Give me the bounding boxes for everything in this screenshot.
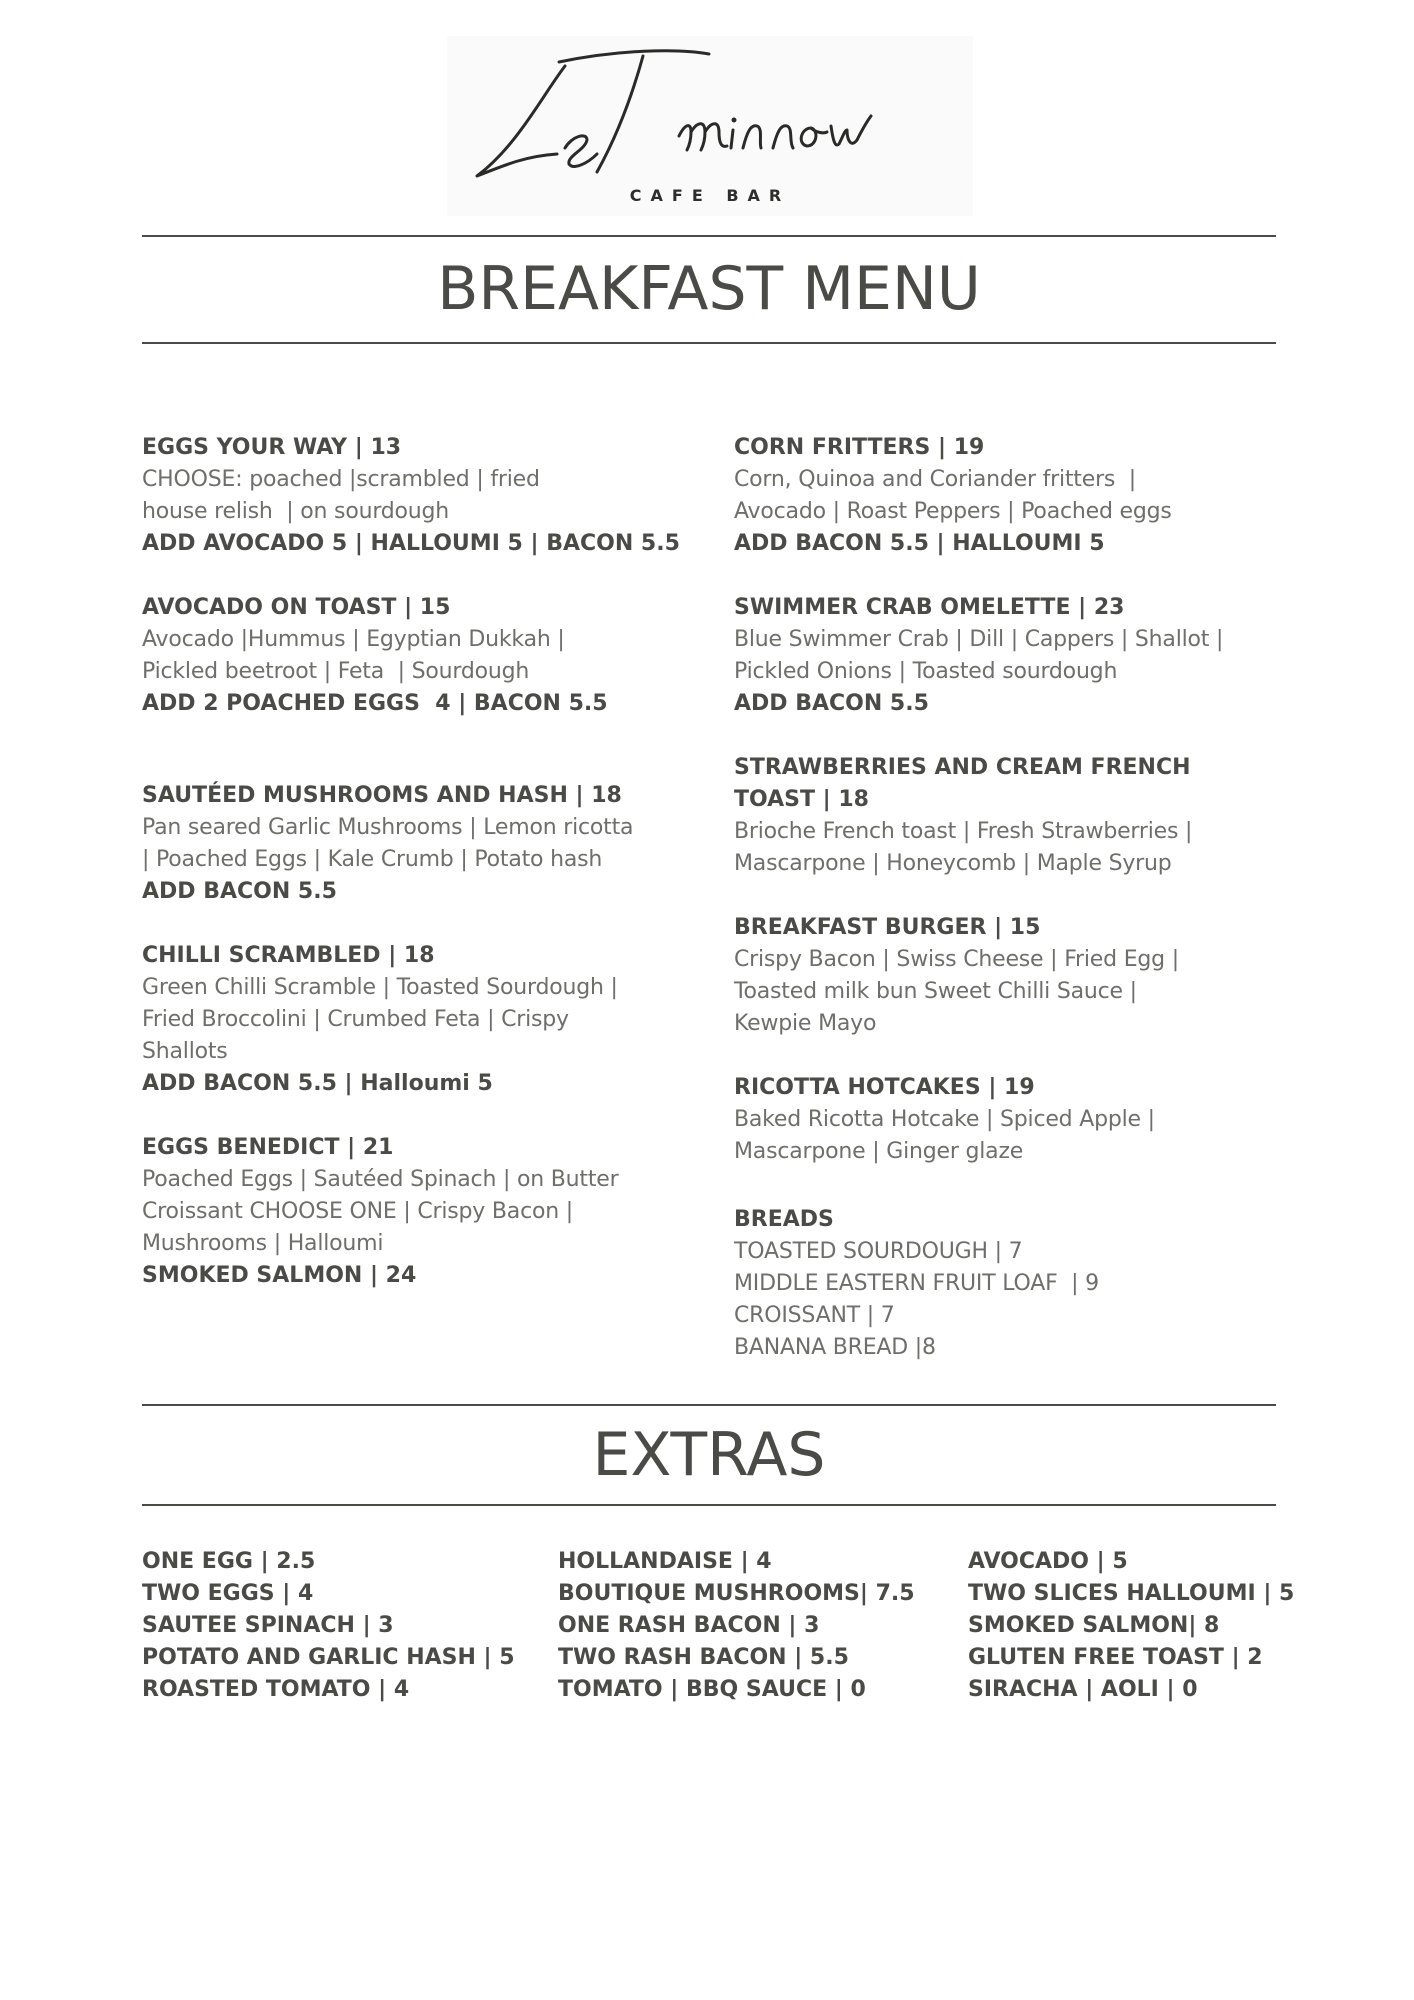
menu-right-column (734, 432, 1304, 1364)
breakfast-heading: BREAKFAST MENU (437, 254, 981, 324)
item-description-line: Baked Ricotta Hotcake | Spiced Apple | (734, 1107, 1155, 1132)
extras-item: HOLLANDAISE | 4 (558, 1549, 772, 1574)
item-title: STRAWBERRIES AND CREAM FRENCH (734, 755, 1191, 780)
item-description-line: Pan seared Garlic Mushrooms | Lemon ricotta (142, 815, 634, 840)
item-description-line: Corn, Quinoa and Coriander fritters | (734, 467, 1136, 492)
menu-item-sauteed-mushrooms (142, 780, 712, 908)
item-description-line: Avocado |Hummus | Egyptian Dukkah | (142, 627, 565, 652)
extras-item: ROASTED TOMATO | 4 (142, 1677, 410, 1702)
item-description-line: Green Chilli Scramble | Toasted Sourdough | (142, 975, 618, 1000)
bread-item: MIDDLE EASTERN FRUIT LOAF | 9 (734, 1271, 1099, 1296)
item-title: SAUTÉED MUSHROOMS AND HASH | 18 (142, 783, 622, 808)
item-title: CORN FRITTERS | 19 (734, 435, 985, 460)
extras-item: TWO SLICES HALLOUMI | 5 (968, 1581, 1295, 1606)
item-description-line: Pickled beetroot | Feta | Sourdough (142, 659, 530, 684)
item-description-line: | Poached Eggs | Kale Crumb | Potato hash (142, 847, 603, 872)
extras-item: TOMATO | BBQ SAUCE | 0 (558, 1677, 866, 1702)
menu-item-corn-fritters (734, 432, 1304, 560)
logo-subtitle: CAFE BAR (629, 186, 791, 205)
item-addons: ADD 2 POACHED EGGS 4 | BACON 5.5 (142, 691, 608, 716)
extras-item: SIRACHA | AOLI | 0 (968, 1677, 1198, 1702)
item-description-line: Toasted milk bun Sweet Chilli Sauce | (734, 979, 1137, 1004)
extras-item: TWO RASH BACON | 5.5 (558, 1645, 849, 1670)
extras-column-2 (558, 1546, 915, 1706)
logo-script-graphic (447, 36, 973, 186)
item-addons: ADD BACON 5.5 (142, 879, 337, 904)
bread-item: BANANA BREAD |8 (734, 1335, 936, 1360)
item-description-line: house relish | on sourdough (142, 499, 450, 524)
extras-item: ONE EGG | 2.5 (142, 1549, 316, 1574)
menu-item-avocado-on-toast (142, 592, 712, 720)
divider-above-extras (142, 1404, 1276, 1406)
menu-item-breakfast-burger (734, 912, 1304, 1040)
item-description-line: Poached Eggs | Sautéed Spinach | on Butter (142, 1167, 619, 1192)
extras-column-3 (968, 1546, 1294, 1706)
item-description-line: Brioche French toast | Fresh Strawberries | (734, 819, 1193, 844)
item-title-continued: TOAST | 18 (734, 787, 869, 812)
menu-item-chilli-scrambled (142, 940, 712, 1100)
menu-item-strawberries-french-toast (734, 752, 1304, 880)
extras-item: AVOCADO | 5 (968, 1549, 1128, 1574)
item-title: SWIMMER CRAB OMELETTE | 23 (734, 595, 1125, 620)
divider-top (142, 235, 1276, 237)
item-description-line: Avocado | Roast Peppers | Poached eggs (734, 499, 1172, 524)
extras-item: GLUTEN FREE TOAST | 2 (968, 1645, 1263, 1670)
item-description-line: Crispy Bacon | Swiss Cheese | Fried Egg | (734, 947, 1179, 972)
item-addons: ADD BACON 5.5 | Halloumi 5 (142, 1071, 493, 1096)
menu-section-breads (734, 1204, 1304, 1364)
item-addons: ADD AVOCADO 5 | HALLOUMI 5 | BACON 5.5 (142, 531, 680, 556)
divider-under-extras (142, 1504, 1276, 1506)
menu-left-column (142, 432, 712, 1292)
extras-column-1 (142, 1546, 515, 1706)
item-addons: ADD BACON 5.5 (734, 691, 929, 716)
item-title: EGGS BENEDICT | 21 (142, 1135, 394, 1160)
bread-item: TOASTED SOURDOUGH | 7 (734, 1239, 1023, 1264)
menu-item-ricotta-hotcakes (734, 1072, 1304, 1168)
item-description-line: Mushrooms | Halloumi (142, 1231, 384, 1256)
extras-item: TWO EGGS | 4 (142, 1581, 314, 1606)
item-addons: ADD BACON 5.5 | HALLOUMI 5 (734, 531, 1105, 556)
item-title: RICOTTA HOTCAKES | 19 (734, 1075, 1035, 1100)
extras-item: BOUTIQUE MUSHROOMS| 7.5 (558, 1581, 915, 1606)
divider-under-breakfast (142, 342, 1276, 344)
item-description-line: Blue Swimmer Crab | Dill | Cappers | Shallot | (734, 627, 1224, 652)
menu-item-eggs-benedict (142, 1132, 712, 1292)
extras-item: SMOKED SALMON| 8 (968, 1613, 1220, 1638)
menu-item-eggs-your-way (142, 432, 712, 560)
menu-item-swimmer-crab-omelette (734, 592, 1304, 720)
extras-item: POTATO AND GARLIC HASH | 5 (142, 1645, 515, 1670)
item-title: BREAKFAST BURGER | 15 (734, 915, 1041, 940)
item-description-line: Kewpie Mayo (734, 1011, 877, 1036)
item-title: AVOCADO ON TOAST | 15 (142, 595, 451, 620)
item-description-line: Croissant CHOOSE ONE | Crispy Bacon | (142, 1199, 573, 1224)
item-title: EGGS YOUR WAY | 13 (142, 435, 402, 460)
item-description-line: CHOOSE: poached |scrambled | fried (142, 467, 540, 492)
bread-item: CROISSANT | 7 (734, 1303, 895, 1328)
item-title: CHILLI SCRAMBLED | 18 (142, 943, 435, 968)
logo (447, 36, 973, 216)
item-description-line: Mascarpone | Ginger glaze (734, 1139, 1024, 1164)
item-addons: SMOKED SALMON | 24 (142, 1263, 417, 1288)
item-title: BREADS (734, 1207, 834, 1232)
item-description-line: Mascarpone | Honeycomb | Maple Syrup (734, 851, 1172, 876)
extras-item: ONE RASH BACON | 3 (558, 1613, 820, 1638)
item-description-line: Fried Broccolini | Crumbed Feta | Crispy (142, 1007, 569, 1032)
item-description-line: Shallots (142, 1039, 228, 1064)
item-description-line: Pickled Onions | Toasted sourdough (734, 659, 1118, 684)
extras-heading: EXTRAS (592, 1420, 826, 1490)
extras-item: SAUTEE SPINACH | 3 (142, 1613, 394, 1638)
